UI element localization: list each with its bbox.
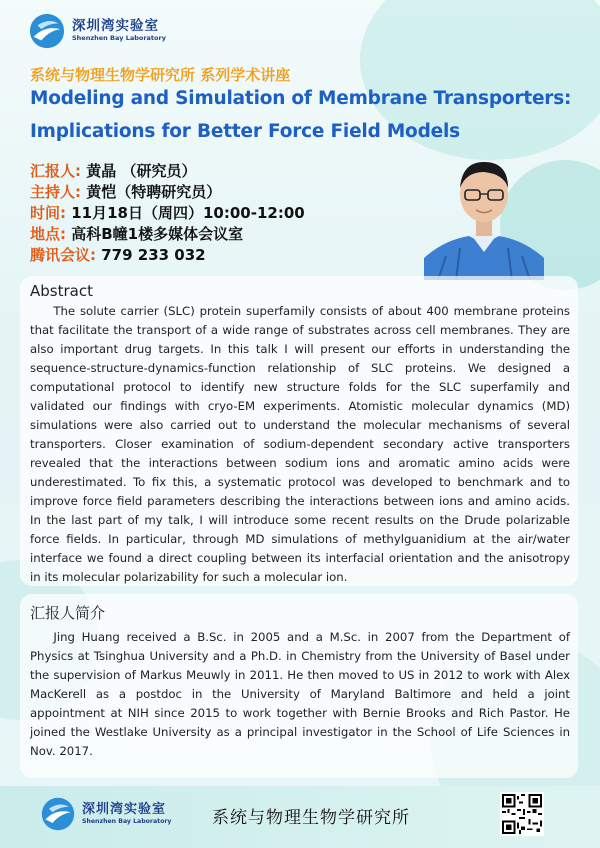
bio-text: Jing Huang received a B.Sc. in 2005 and a M.Sc. in 2007 from the Department of Physics at Tsinghua University and a Ph.D. in Chemistry from the University of Basel under the supervision of Markus Meuwly in 2011. He then moved to US in 2012 to work with Alex MacKerell as a postdoc in the University of Maryland Baltimore and held a joint appointment at NIH since 2015 to work together with Bernie Brooks and Rich Pastor. He joined the Westlake University as a principal investigator in the School of Life Sciences in Nov. 2017. bbox=[30, 630, 570, 758]
abstract-title: Abstract bbox=[30, 282, 93, 300]
info-location-value: 高科B幢1楼多媒体会议室 bbox=[66, 225, 244, 243]
info-location-label: 地点: bbox=[30, 225, 66, 243]
lecture-series: 系统与物理生物学研究所 系列学术讲座 bbox=[30, 66, 291, 84]
brand-name-en: Shenzhen Bay Laboratory bbox=[72, 34, 166, 42]
speaker-photo bbox=[424, 140, 544, 280]
info-location bbox=[30, 223, 243, 245]
info-host-label: 主持人: bbox=[30, 183, 81, 201]
info-speaker bbox=[30, 160, 196, 182]
footer-brand-name-cn: 深圳湾实验室 bbox=[82, 802, 167, 817]
footer-institute: 系统与物理生物学研究所 bbox=[212, 808, 410, 828]
header-logo bbox=[28, 12, 166, 50]
info-host-value: 黄恺（特聘研究员） bbox=[81, 183, 222, 201]
info-time-label: 时间: bbox=[30, 204, 66, 222]
bio-panel bbox=[20, 594, 578, 778]
info-speaker-label: 汇报人: bbox=[30, 162, 81, 180]
talk-title-line2: Implications for Better Force Field Models bbox=[30, 121, 460, 142]
lab-logo-icon bbox=[28, 12, 66, 50]
info-meeting-label: 腾讯会议: bbox=[30, 246, 96, 264]
info-host bbox=[30, 181, 221, 203]
abstract-panel bbox=[20, 276, 578, 586]
bio-title: 汇报人简介 bbox=[30, 604, 106, 622]
brand-name-cn: 深圳湾实验室 bbox=[72, 18, 159, 34]
info-speaker-value: 黄晶 （研究员） bbox=[81, 162, 197, 180]
qr-code-icon[interactable] bbox=[500, 792, 544, 836]
abstract-text: The solute carrier (SLC) protein superfamily consists of about 400 membrane proteins that facilitate the transport of a wide range of substrates across cell membranes. They are also important drug targets. In this talk I will present our efforts in understanding the sequence-structure-dynamics-function relationship of SLC proteins. We designed a computational protocol to identify new structure folds for the SLC superfamily and validated our findings with cryo-EM experiments. Atomistic molecular dynamics (MD) simulations were also carried out to understand the molecular mechanisms of several transporters. Closer examination of sodium-dependent secondary active transporters revealed that the interactions between sodium ions and aromatic amino acids were underestimated. To fix this, a systematic protocol was developed to benchmark and to improve force field parameters describing the interactions between ions and amino acids. In the last part of my talk, I will introduce some recent results on the Drude polarizable force fields. In particular, through MD simulations of methylguanidium at the air/water interface we found a direct coupling between its interfacial orientation and the anisotropy in its molecular polarizability for such a molecular ion. bbox=[30, 304, 570, 584]
info-time bbox=[30, 202, 305, 224]
talk-title-line1: Modeling and Simulation of Membrane Transporters: bbox=[30, 88, 572, 109]
footer-logo bbox=[40, 796, 171, 832]
info-time-value: 11月18日（周四）10:00-12:00 bbox=[66, 204, 305, 222]
lab-logo-icon bbox=[40, 796, 76, 832]
footer-brand-name-en: Shenzhen Bay Laboratory bbox=[82, 818, 172, 825]
info-meeting-value: 779 233 032 bbox=[96, 246, 206, 264]
info-meeting bbox=[30, 244, 206, 266]
